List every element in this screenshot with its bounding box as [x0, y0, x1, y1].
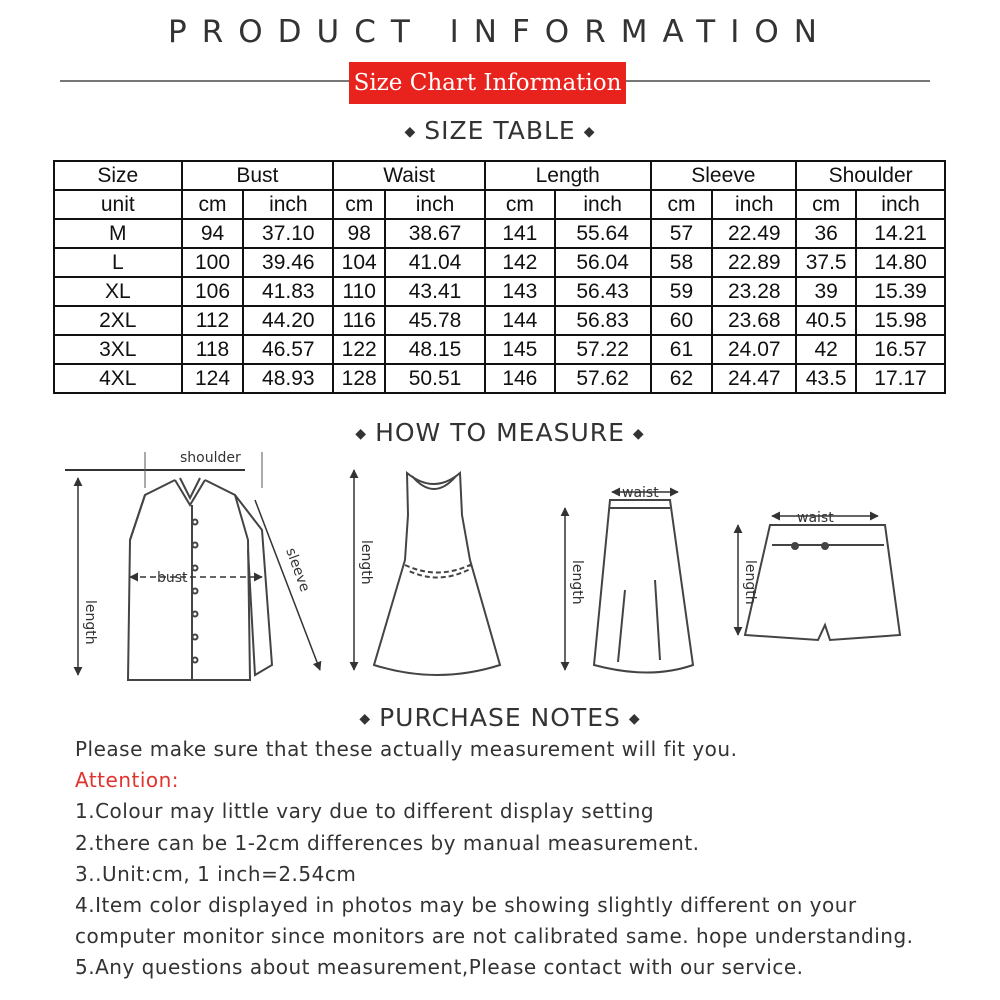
- shirt-button: [193, 612, 198, 617]
- header-cell: Bust: [182, 161, 334, 190]
- table-cell: 57.62: [555, 364, 651, 393]
- unit-cell: cm: [651, 190, 713, 219]
- table-cell: 122: [333, 335, 385, 364]
- table-cell: 61: [651, 335, 713, 364]
- table-cell: 118: [182, 335, 244, 364]
- table-cell: 39: [796, 277, 856, 306]
- skirt-outline: [594, 500, 693, 673]
- table-cell: 56.43: [555, 277, 651, 306]
- table-cell: 15.98: [856, 306, 945, 335]
- table-header-row: [54, 161, 945, 190]
- table-cell: 56.83: [555, 306, 651, 335]
- purchase-notes-heading: ◆ PURCHASE NOTES ◆: [0, 703, 1000, 732]
- unit-cell: cm: [485, 190, 555, 219]
- table-cell: 58: [651, 248, 713, 277]
- skirt-fold: [618, 580, 660, 662]
- size-chart-banner: Size Chart Information: [349, 62, 626, 104]
- table-cell: 43.5: [796, 364, 856, 393]
- table-cell: 57.22: [555, 335, 651, 364]
- unit-cell: cm: [182, 190, 244, 219]
- table-cell: 56.04: [555, 248, 651, 277]
- header-cell: Length: [485, 161, 651, 190]
- shorts-button: [792, 543, 798, 549]
- header-cell: Shoulder: [796, 161, 945, 190]
- shirt-illustration: [65, 452, 320, 680]
- shirt-sleeve: [235, 495, 272, 675]
- table-cell: 23.28: [712, 277, 796, 306]
- table-cell: 14.21: [856, 219, 945, 248]
- table-cell: 24.07: [712, 335, 796, 364]
- table-cell: 110: [333, 277, 385, 306]
- table-cell: 112: [182, 306, 244, 335]
- table-cell: 142: [485, 248, 555, 277]
- shirt-button: [193, 543, 198, 548]
- table-cell: 100: [182, 248, 244, 277]
- table-cell: 41.83: [243, 277, 333, 306]
- diamond-bullet-icon: ◆: [628, 711, 641, 727]
- table-cell: 62: [651, 364, 713, 393]
- note-line: 1.Colour may little vary due to different display setting: [75, 799, 655, 824]
- shirt-button: [193, 520, 198, 525]
- size-table: [53, 160, 946, 394]
- table-cell: 14.80: [856, 248, 945, 277]
- header-cell: Waist: [333, 161, 485, 190]
- diamond-bullet-icon: ◆: [583, 124, 596, 140]
- dress-outline: [374, 473, 500, 675]
- dress-length-label: length: [358, 540, 374, 585]
- note-line: 3..Unit:cm, 1 inch=2.54cm: [75, 861, 357, 886]
- sleeve-label: sleeve: [282, 545, 313, 594]
- header-cell: Size: [54, 161, 182, 190]
- note-line: computer monitor since monitors are not calibrated same. hope understanding.: [75, 924, 914, 949]
- table-row: [54, 277, 945, 306]
- unit-cell: inch: [243, 190, 333, 219]
- table-cell: 143: [485, 277, 555, 306]
- shirt-left-sleeve: [130, 495, 145, 540]
- table-row: [54, 364, 945, 393]
- table-cell: 55.64: [555, 219, 651, 248]
- table-cell: 146: [485, 364, 555, 393]
- table-cell: 36: [796, 219, 856, 248]
- table-cell: 94: [182, 219, 244, 248]
- table-cell: 38.67: [385, 219, 485, 248]
- table-cell: M: [54, 219, 182, 248]
- diamond-bullet-icon: ◆: [632, 426, 645, 442]
- table-cell: 45.78: [385, 306, 485, 335]
- dress-neckline: [412, 476, 456, 489]
- table-cell: 2XL: [54, 306, 182, 335]
- diamond-bullet-icon: ◆: [404, 124, 417, 140]
- shorts-button: [822, 543, 828, 549]
- table-cell: 141: [485, 219, 555, 248]
- table-cell: L: [54, 248, 182, 277]
- shorts-length-label: length: [742, 560, 758, 605]
- table-cell: 17.17: [856, 364, 945, 393]
- shorts-outline: [745, 525, 900, 640]
- table-cell: 145: [485, 335, 555, 364]
- table-cell: 23.68: [712, 306, 796, 335]
- measurement-illustrations: [0, 440, 1000, 710]
- table-cell: 128: [333, 364, 385, 393]
- table-cell: 106: [182, 277, 244, 306]
- how-to-measure-heading: ◆ HOW TO MEASURE ◆: [0, 418, 1000, 447]
- shirt-collar: [175, 478, 205, 505]
- unit-cell: inch: [555, 190, 651, 219]
- table-cell: 59: [651, 277, 713, 306]
- table-cell: 22.49: [712, 219, 796, 248]
- diamond-bullet-icon: ◆: [355, 426, 368, 442]
- table-cell: 37.5: [796, 248, 856, 277]
- table-cell: 98: [333, 219, 385, 248]
- table-cell: 48.93: [243, 364, 333, 393]
- note-line: 2.there can be 1-2cm differences by manual measurement.: [75, 830, 700, 855]
- skirt-length-label: length: [569, 560, 585, 605]
- shirt-outline: [128, 480, 250, 680]
- table-cell: 37.10: [243, 219, 333, 248]
- table-row: [54, 306, 945, 335]
- shirt-button: [193, 658, 198, 663]
- note-line: 4.Item color displayed in photos may be showing slightly different on your: [75, 893, 857, 918]
- dress-illustration: [354, 470, 500, 675]
- dress-waist-band: [405, 565, 470, 578]
- table-cell: 40.5: [796, 306, 856, 335]
- table-cell: 116: [333, 306, 385, 335]
- unit-cell: cm: [333, 190, 385, 219]
- purchase-notes: [75, 734, 975, 984]
- table-cell: 15.39: [856, 277, 945, 306]
- size-table-heading: ◆ SIZE TABLE ◆: [0, 116, 1000, 145]
- table-cell: 144: [485, 306, 555, 335]
- table-cell: 57: [651, 219, 713, 248]
- skirt-waist-label: waist: [622, 485, 659, 501]
- shirt-button: [193, 566, 198, 571]
- unit-cell: inch: [856, 190, 945, 219]
- table-cell: 48.15: [385, 335, 485, 364]
- table-row: [54, 335, 945, 364]
- table-cell: 41.04: [385, 248, 485, 277]
- notes-intro: Please make sure that these actually measurement will fit you.: [75, 737, 738, 761]
- table-cell: 50.51: [385, 364, 485, 393]
- header-cell: Sleeve: [651, 161, 797, 190]
- unit-cell: cm: [796, 190, 856, 219]
- length-label: length: [82, 600, 98, 645]
- table-cell: 124: [182, 364, 244, 393]
- note-line: 5.Any questions about measurement,Please contact with our service.: [75, 955, 804, 980]
- shirt-button: [193, 589, 198, 594]
- table-cell: 22.89: [712, 248, 796, 277]
- table-cell: 60: [651, 306, 713, 335]
- table-cell: 44.20: [243, 306, 333, 335]
- unit-cell: unit: [54, 190, 182, 219]
- table-cell: 39.46: [243, 248, 333, 277]
- table-cell: 4XL: [54, 364, 182, 393]
- table-cell: XL: [54, 277, 182, 306]
- table-cell: 3XL: [54, 335, 182, 364]
- unit-cell: inch: [385, 190, 485, 219]
- table-cell: 16.57: [856, 335, 945, 364]
- bust-label: bust: [157, 570, 188, 586]
- table-cell: 24.47: [712, 364, 796, 393]
- table-cell: 42: [796, 335, 856, 364]
- diamond-bullet-icon: ◆: [359, 711, 372, 727]
- page-title: PRODUCT INFORMATION: [168, 14, 832, 50]
- table-row: [54, 248, 945, 277]
- table-row: [54, 219, 945, 248]
- attention-label: Attention:: [75, 768, 180, 793]
- shirt-button: [193, 635, 198, 640]
- table-cell: 43.41: [385, 277, 485, 306]
- shorts-illustration: [738, 516, 900, 640]
- shorts-waist-label: waist: [797, 510, 834, 526]
- table-cell: 104: [333, 248, 385, 277]
- shoulder-label: shoulder: [180, 450, 241, 466]
- unit-cell: inch: [712, 190, 796, 219]
- unit-row: [54, 190, 945, 219]
- table-cell: 46.57: [243, 335, 333, 364]
